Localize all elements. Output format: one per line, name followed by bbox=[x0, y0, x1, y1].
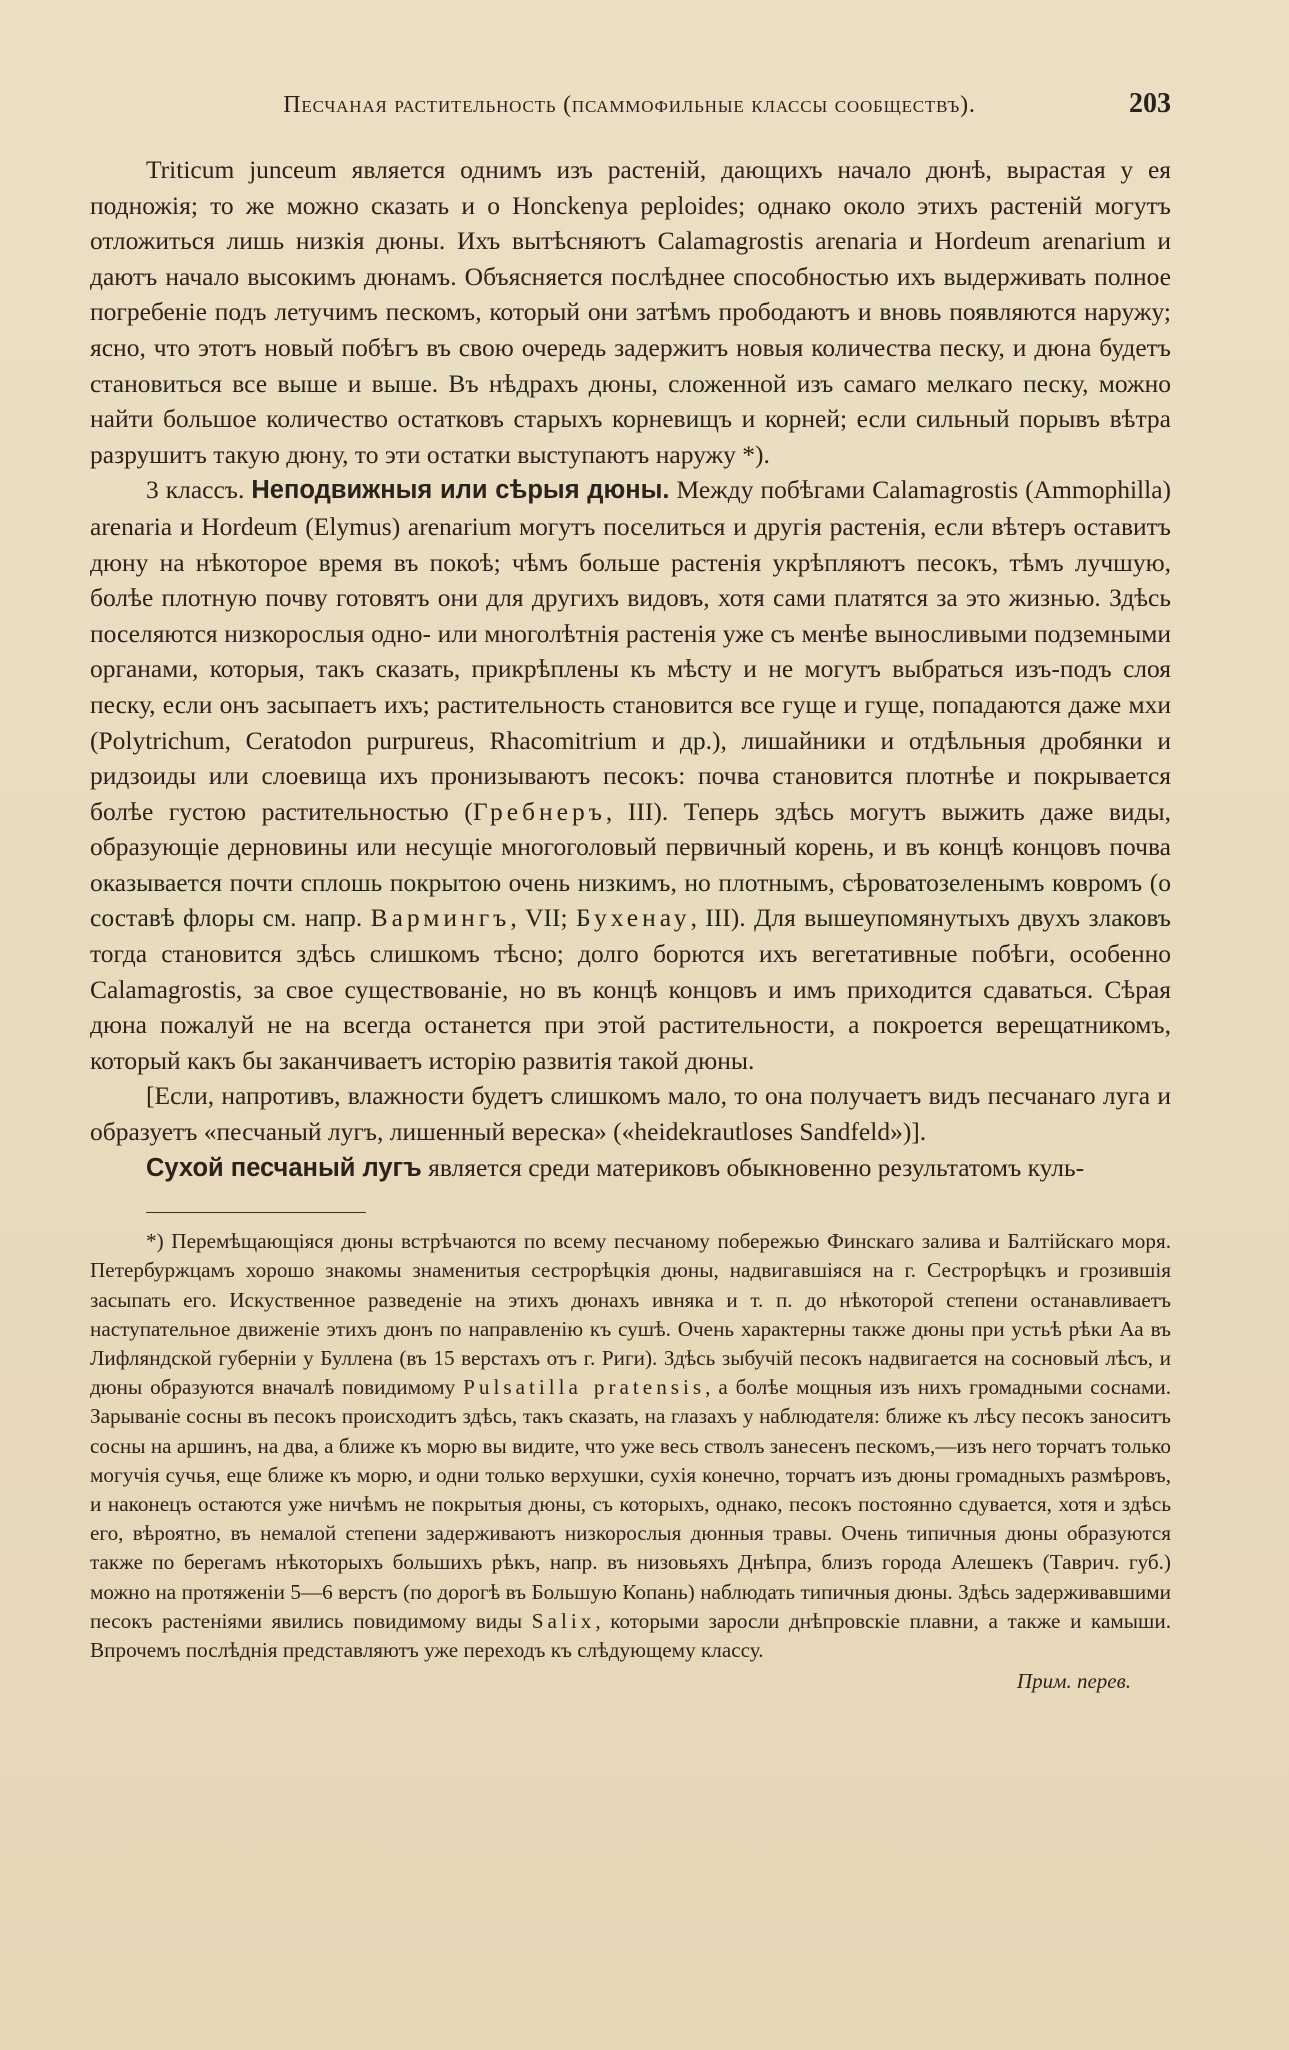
footnote-text bbox=[90, 1227, 1171, 1665]
section-heading-grey-dunes: Неподвижныя или сѣрыя дюны. bbox=[251, 476, 670, 505]
author-warming: Вармингъ bbox=[370, 903, 511, 933]
paragraph-2-text-c: , VII; bbox=[510, 903, 568, 933]
bracketed-note: [Если, напротивъ, влажности будетъ слишкомъ мало, то она получаетъ видъ песчанаго луга и образуетъ «песчаный лугъ, лишенный вереска» («heidekrautloses Sandfeld»)]. bbox=[90, 1081, 1171, 1147]
page-number: 203 bbox=[1129, 88, 1171, 119]
paragraph-4-text: является среди материковъ обыкновенно результатомъ куль- bbox=[428, 1152, 1085, 1182]
paragraph-1: Triticum junceum является однимъ изъ растеній, дающихъ начало дюнѣ, вырастая у ея подножія; то же можно сказать и о Honckenya peploides; однако около этихъ растеній могутъ отложиться лишь низкія дюны. Ихъ вытѣсняютъ Calamagrostis arenaria и Hordeum arenarium и даютъ начало высокимъ дюнамъ. Объясняется послѣднее способностью ихъ выдерживать полное погребеніе подъ летучимъ пескомъ, который они затѣмъ прободаютъ и вновь появляются наружу; ясно, что этотъ новый побѣгъ въ свою очередь задержитъ новыя количества песку, и дюна будетъ становиться все выше и выше. Въ нѣдрахъ дюны, сложенной изъ самаго мелкаго песку, можно найти большое количество остатковъ старыхъ корневищъ и корней; если сильный порывъ вѣтра разрушитъ такую дюну, то эти остатки выступаютъ наружу *). bbox=[90, 155, 1171, 469]
footnote-text-b: , а болѣе мощныя изъ нихъ громадными соснами. Зарываніе сосны въ песокъ происходитъ здѣсь, такъ сказать, на глазахъ у наблюдателя: ближе къ лѣсу песокъ заноситъ сосны на аршинъ, на два, а ближе къ морю вы видите, что уже весь стволъ занесенъ пескомъ,—изъ него торчатъ только могучія сучья, еще ближе къ морю, и одни только верхушки, сухія конечно, торчатъ изъ дюны громадныхъ размѣровъ, и наконецъ остаются уже ничѣмъ не покрытыя дюны, съ которыхъ, однако, песокъ постоянно сдувается, хотя и здѣсь его, вѣроятно, въ немалой степени задерживаютъ низкорослыя дюнныя травы. Очень типичныя дюны образуются также по берегамъ нѣкоторыхъ большихъ рѣкъ, напр. въ низовьяхъ Днѣпра, близъ города Алешекъ (Таврич. губ.) можно на протяженіи 5—6 верстъ (по дорогѣ въ Большую Копань) наблюдать типичныя дюны. Здѣсь задерживавшими песокъ растеніями явились повидимому виды bbox=[90, 1375, 1172, 1633]
footnote-text-a: *) Перемѣщающіяся дюны встрѣчаются по всему песчаному побережью Финскаго залива и Балтійскаго моря. Петербуржцамъ хорошо знакомы знаменитыя сестрорѣцкія дюны, надвигавшіяся на г. Сестрорѣцкъ и грозившія засыпать его. Искуственное разведеніе на этихъ дюнахъ ивняка и т. п. до нѣкоторой степени останавливаетъ наступательное движеніе этихъ дюнъ по направленію къ сушѣ. Очень характерны также дюны при устьѣ рѣки Аа въ Лифляндской губерніи у Буллена (въ 15 верстахъ отъ г. Риги). Здѣсь зыбучій песокъ надвигается на сосновый лѣсъ, и дюны образуются вначалѣ повидимому bbox=[90, 1229, 1171, 1400]
footnote-rule bbox=[146, 1212, 366, 1213]
main-text bbox=[90, 152, 1171, 1186]
section-heading-dry-meadow: Сухой песчаный лугъ bbox=[146, 1153, 422, 1182]
paragraph-2-text-a: Между побѣгами Calamagrostis (Ammophilla) arenaria и Hordeum (Elymus) arenarium могутъ поселиться и другія растенія, если вѣтеръ оставитъ дюну на нѣкоторое время въ покоѣ; чѣмъ больше растенія укрѣпляютъ песокъ, тѣмъ лучшую, болѣе плотную почву готовятъ они для другихъ видовъ, хотя сами платятся за это жизнью. Здѣсь поселяются низкорослыя одно- или многолѣтнія растенія уже съ менѣе выносливыми подземными органами, которыя, такъ сказать, прикрѣплены къ мѣсту и не могутъ выбраться изъ-подъ слоя песку, если онъ засыпаетъ ихъ; растительность становится все гуще и гуще, попадаются даже мхи (Polytrichum, Ceratodon purpureus, Rhacomitrium и др.), лишайники и отдѣльныя дробянки и ридзоиды или слоевища ихъ пронизываютъ песокъ: почва становится плотнѣе и покрывается болѣе густою растительностью ( bbox=[90, 475, 1172, 826]
paragraph-2 bbox=[90, 472, 1171, 1078]
paragraph-2-text-b: , III). Теперь здѣсь могутъ выжить даже виды, образующіе дерновины или несущіе многоголовый первичный корень, и въ концѣ концовъ почва оказывается почти сплошь покрытою очень низкимъ, но плотнымъ, сѣроватозеленымъ ковромъ (о составѣ флоры см. напр. bbox=[90, 796, 1172, 933]
paragraph-4 bbox=[90, 1150, 1171, 1187]
author-buchenau: Бухенау bbox=[575, 903, 691, 933]
translator-note-signature: Прим. перев. bbox=[1016, 1669, 1131, 1694]
footnote-text-c: , которыми заросли днѣпровскіе плавни, а также и камыши. Впрочемъ послѣднія представляютъ уже переходъ къ слѣдующему классу. bbox=[90, 1608, 1171, 1663]
author-grebner: Гребнеръ bbox=[472, 796, 606, 826]
running-head bbox=[90, 88, 1171, 120]
species-pulsatilla: Pulsatilla pratensis bbox=[463, 1375, 706, 1400]
running-title: Песчаная растительность (псаммофильные классы сообществъ). bbox=[283, 92, 976, 118]
footnote bbox=[90, 1227, 1171, 1694]
species-salix: Salix bbox=[531, 1608, 596, 1633]
class-number: 3 классъ. bbox=[146, 475, 245, 505]
paragraph-2-text-d: , III). Для вышеупомянутыхъ двухъ злаковъ тогда становится здѣсь слишкомъ тѣсно; долго борются ихъ вегетативные побѣги, особенно Calamagrostis, за свое существованіе, но въ концѣ концовъ и имъ приходится сдаваться. Сѣрая дюна пожалуй не на всегда останется при этой растительности, а покроется верещатникомъ, который какъ бы заканчиваетъ исторію развитія такой дюны. bbox=[90, 903, 1171, 1075]
